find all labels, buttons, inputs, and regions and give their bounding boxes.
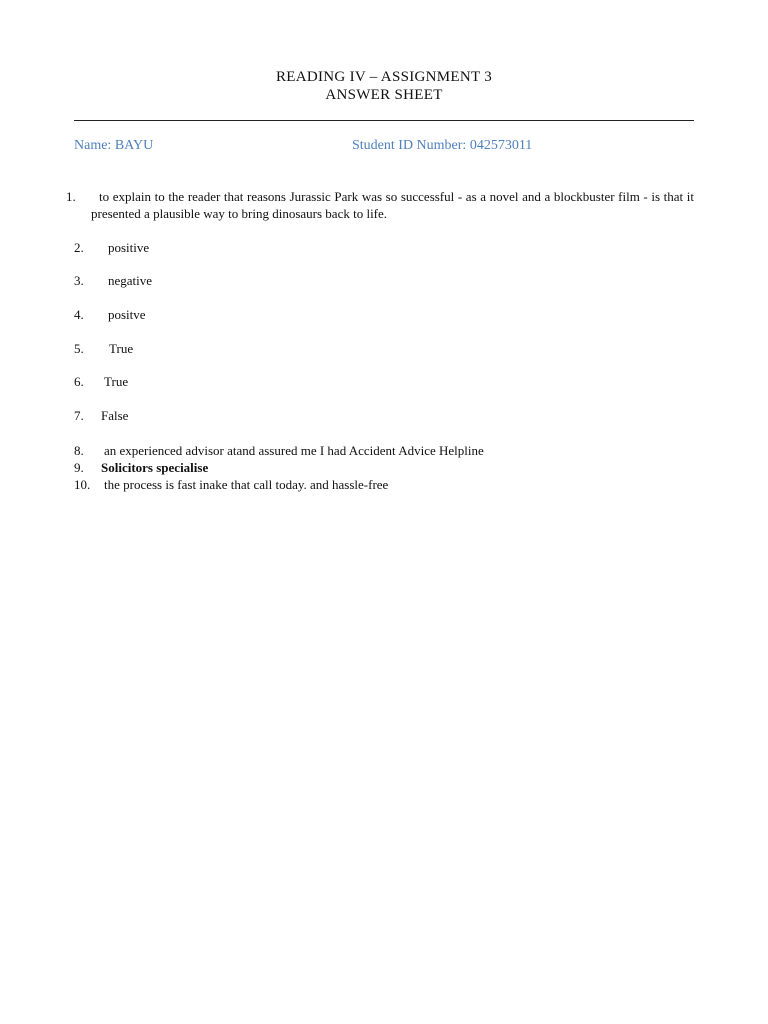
answer-text: positive (108, 240, 150, 255)
student-id: Student ID Number: 042573011 (352, 138, 533, 153)
answer-text: True (104, 374, 129, 389)
page-title: READING IV – ASSIGNMENT 3 (275, 69, 493, 85)
answer-text: True (109, 341, 134, 356)
answer-number: 5. (74, 341, 84, 356)
answer-text: the process is fast inake that call today. and hassle-free (104, 477, 389, 492)
answer-number: 2. (74, 240, 84, 255)
answer-number: 7. (74, 408, 84, 423)
answer-text: an experienced advisor atand assured me I had Accident Advice Helpline (104, 443, 484, 458)
answer-number: 8. (74, 443, 84, 458)
answer-number: 6. (74, 374, 84, 389)
answer-item-1 (66, 188, 694, 222)
answer-number: 1. (66, 189, 76, 204)
answer-number: 10. (74, 477, 91, 492)
answer-text: to explain to the reader that reasons Jurassic Park was so successful - as a novel and a blockbuster film - is that it presented a plausible way to bring dinosaurs back to life. (91, 189, 694, 221)
answer-text: positve (108, 307, 146, 322)
page-subtitle: ANSWER SHEET (325, 87, 443, 103)
answer-number: 3. (74, 273, 84, 288)
answer-text: False (101, 408, 129, 423)
answer-text: Solicitors specialise (101, 460, 209, 475)
answer-text: negative (108, 273, 153, 288)
answer-number: 4. (74, 307, 84, 322)
student-name: Name: BAYU (74, 138, 154, 153)
answer-number: 9. (74, 460, 84, 475)
